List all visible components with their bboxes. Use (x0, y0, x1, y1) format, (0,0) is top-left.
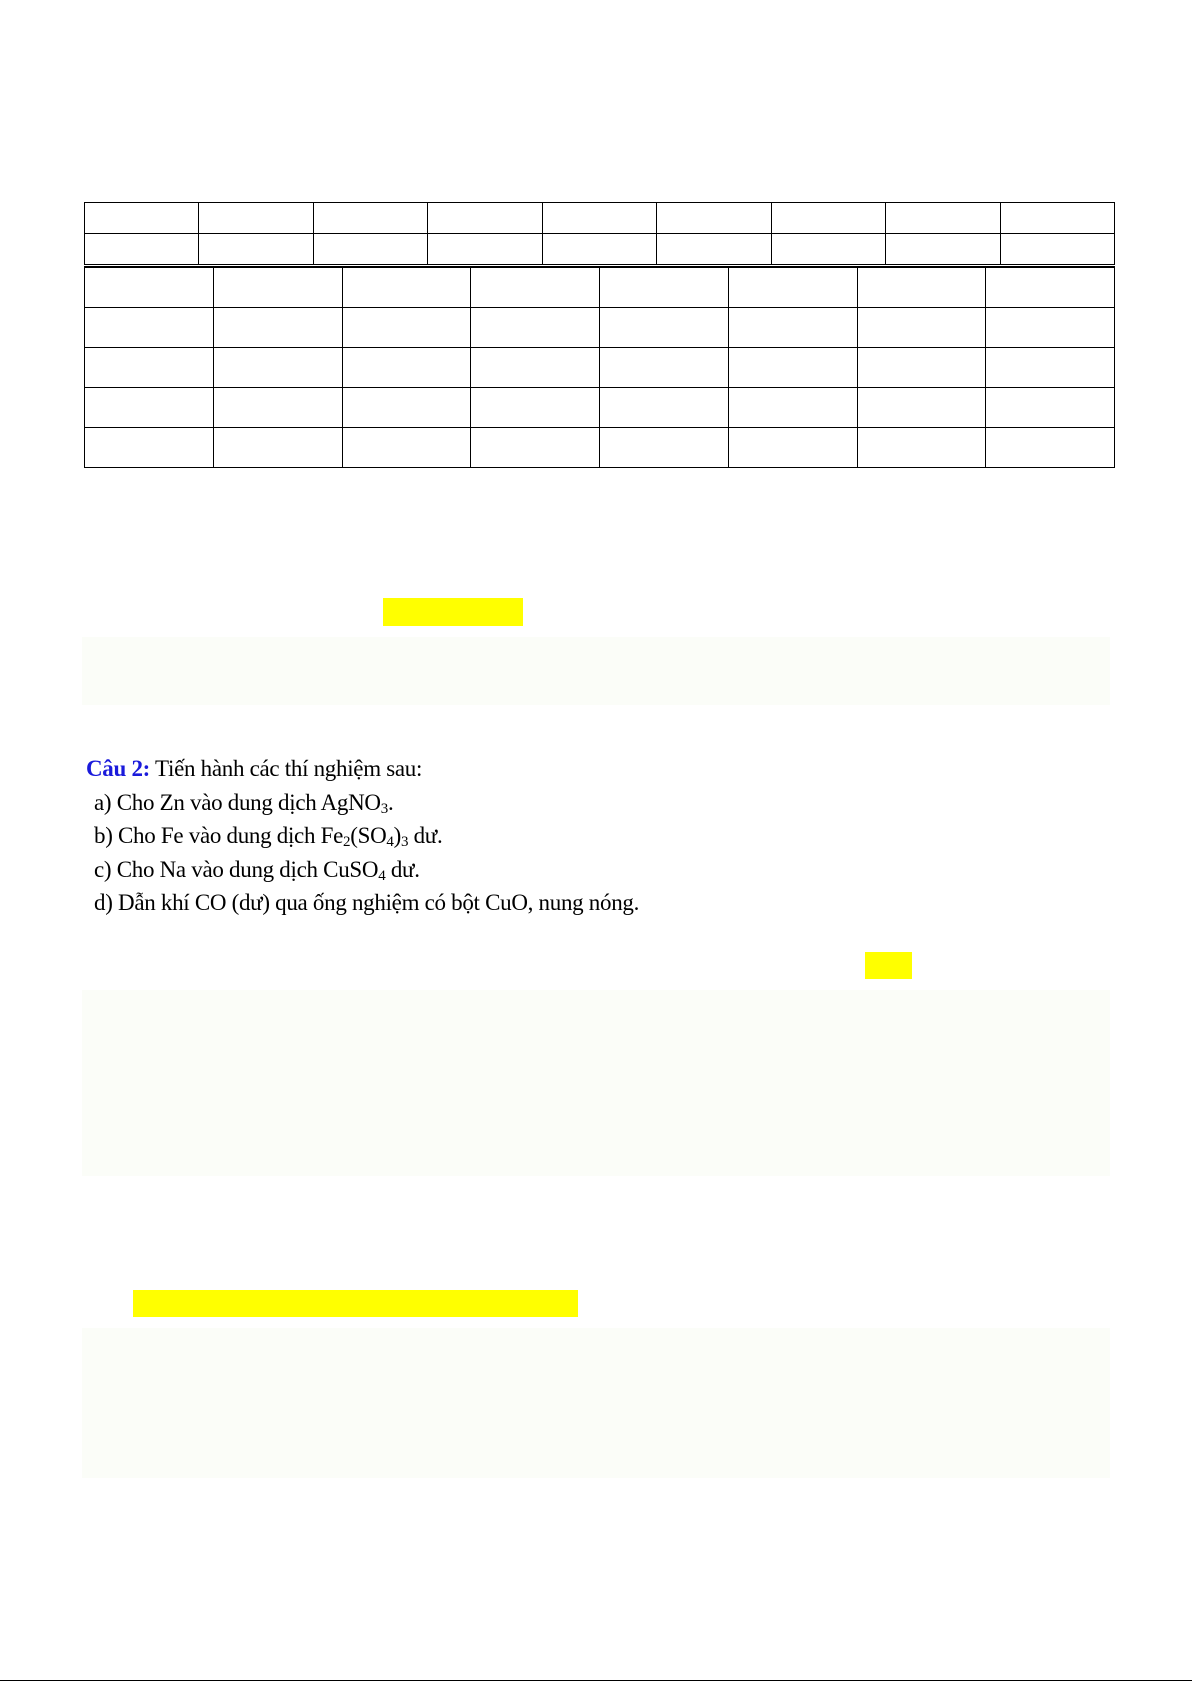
table-cell (600, 348, 729, 388)
shaded-answer-box (82, 1328, 1110, 1478)
option-text: Cho Fe vào dung dịch Fe (112, 823, 344, 848)
option-text: dư. (408, 823, 443, 848)
option-text: (SO (350, 823, 387, 848)
option-b (86, 819, 1086, 853)
option-text: ) (393, 823, 401, 848)
table-row (85, 203, 1115, 234)
table-cell (85, 234, 199, 265)
table-cell (986, 428, 1115, 468)
table-cell (428, 203, 542, 234)
highlight-mark (133, 1290, 578, 1317)
table-cell (542, 234, 656, 265)
table-cell (85, 388, 214, 428)
table-row (85, 388, 1115, 428)
option-letter: c) (94, 856, 112, 882)
table-cell (542, 203, 656, 234)
table-cell (886, 234, 1000, 265)
table-cell (857, 388, 986, 428)
table-row (85, 234, 1115, 265)
option-c (86, 853, 1086, 887)
table-cell (728, 388, 857, 428)
table-cell (657, 234, 771, 265)
table-row (85, 267, 1115, 308)
highlight-mark (865, 952, 912, 979)
option-letter: a) (94, 789, 112, 815)
table-cell (342, 267, 471, 308)
table-cell (886, 203, 1000, 234)
answer-grid-top (84, 202, 1115, 265)
table-cell (857, 348, 986, 388)
table-cell (728, 308, 857, 348)
table-cell (471, 348, 600, 388)
table-cell (213, 428, 342, 468)
table-cell (771, 234, 885, 265)
table-cell (199, 203, 313, 234)
table-cell (471, 388, 600, 428)
table-cell (471, 267, 600, 308)
option-text: dư. (385, 856, 420, 882)
subscript: 3 (380, 800, 388, 817)
table-cell (213, 267, 342, 308)
table-cell (471, 308, 600, 348)
subscript: 4 (378, 867, 386, 884)
table-cell (600, 308, 729, 348)
table-cell (657, 203, 771, 234)
table-cell (728, 348, 857, 388)
subscript: 4 (386, 834, 394, 850)
table-cell (313, 203, 427, 234)
table-cell (85, 267, 214, 308)
table-cell (600, 388, 729, 428)
table-cell (213, 348, 342, 388)
table-cell (85, 348, 214, 388)
table-cell (857, 267, 986, 308)
table-cell (85, 203, 199, 234)
option-text: Cho Na vào dung dịch CuSO (111, 856, 379, 882)
shaded-answer-box (82, 637, 1110, 705)
table-cell (771, 203, 885, 234)
table-cell (313, 234, 427, 265)
table-cell (342, 388, 471, 428)
table-cell (342, 348, 471, 388)
table-cell (600, 267, 729, 308)
option-letter: d) (94, 890, 113, 915)
table-row (85, 308, 1115, 348)
subscript: 3 (400, 834, 409, 850)
table-cell (728, 267, 857, 308)
table-cell (857, 308, 986, 348)
table-cell (199, 234, 313, 265)
table-cell (986, 308, 1115, 348)
table-cell (471, 428, 600, 468)
table-cell (986, 267, 1115, 308)
footer-rule (0, 1680, 1192, 1681)
table-cell (728, 428, 857, 468)
subscript: 2 (343, 834, 351, 850)
answer-grid-bottom (84, 266, 1115, 468)
option-a (86, 786, 1086, 820)
option-text: Cho Zn vào dung dịch AgNO (111, 789, 381, 815)
question-block (86, 752, 1086, 920)
table-cell (342, 308, 471, 348)
option-d (86, 886, 1086, 920)
table-row (85, 348, 1115, 388)
table-cell (1000, 203, 1115, 234)
table-cell (428, 234, 542, 265)
table-cell (213, 388, 342, 428)
option-text: . (387, 789, 394, 815)
question-stem (86, 752, 1086, 786)
highlight-mark (383, 598, 523, 626)
table-cell (1000, 234, 1115, 265)
table-cell (986, 388, 1115, 428)
option-text: Dẫn khí CO (dư) qua ống nghiệm có bột CuO, nung nóng. (112, 890, 640, 915)
option-letter: b) (94, 823, 113, 848)
table-row (85, 428, 1115, 468)
table-cell (213, 308, 342, 348)
question-stem-text: Tiến hành các thí nghiệm sau: (150, 756, 423, 781)
shaded-answer-box (82, 990, 1110, 1176)
table-cell (986, 348, 1115, 388)
table-cell (857, 428, 986, 468)
table-cell (342, 428, 471, 468)
table-cell (600, 428, 729, 468)
table-cell (85, 308, 214, 348)
question-label: Câu 2: (86, 756, 151, 781)
table-cell (85, 428, 214, 468)
